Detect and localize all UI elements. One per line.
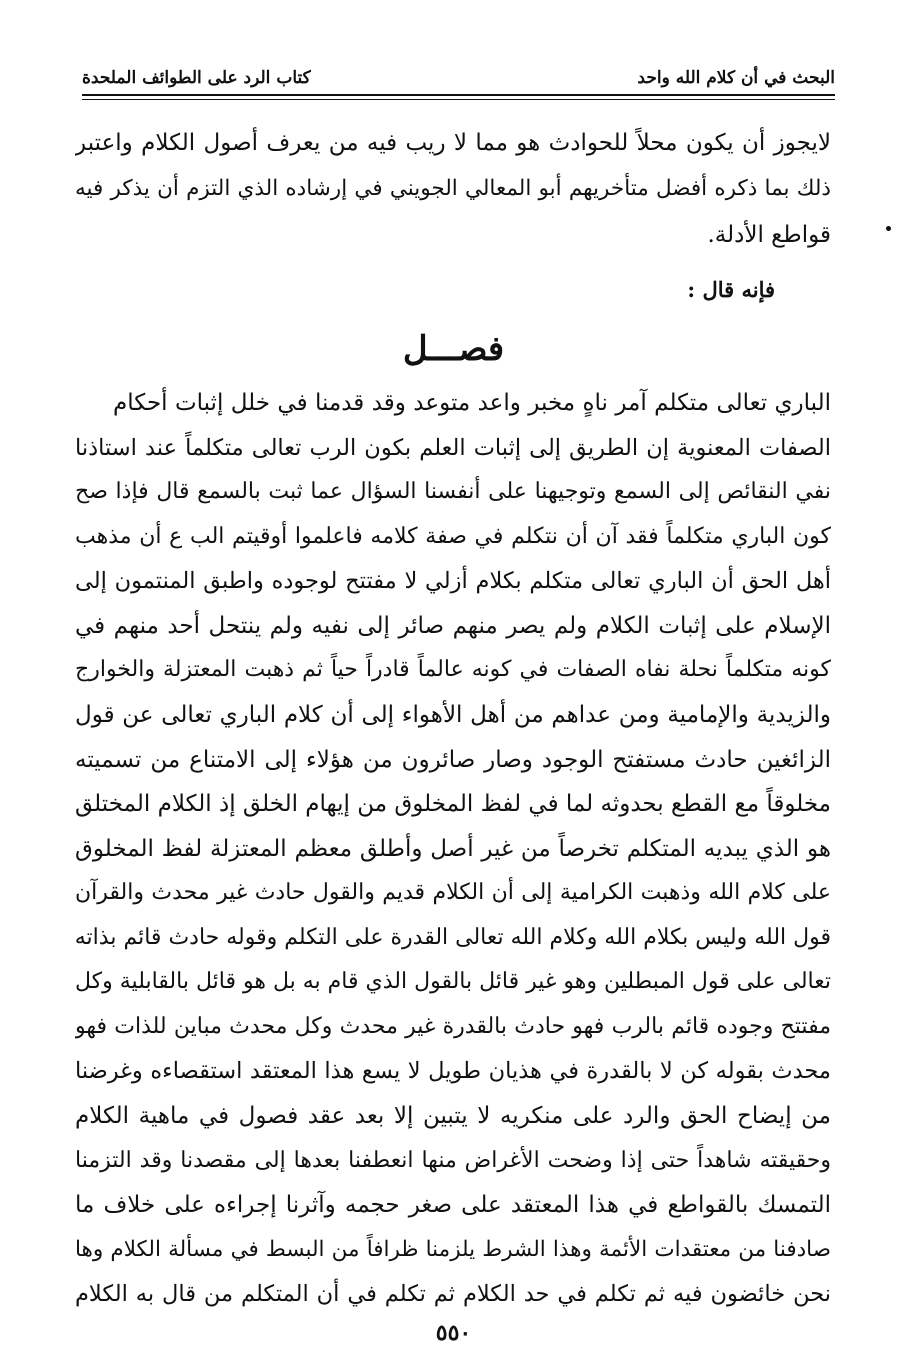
section-heading: فصـــل	[402, 329, 505, 369]
body-line-18: وحقيقته شاهداً حتى إذا وضحت الأغراض منها انعطفنا بعدها إلى مقصدنا وقد التزمنا	[75, 1148, 831, 1173]
body-line-16: محدث بقوله كن لا بالقدرة في هذيان طويل لا يسع هذا المعتقد استقصاءه وغرضنا	[75, 1058, 831, 1084]
body-line-20: صادفنا من معتقدات الأئمة وهذا الشرط يلزمنا ظرافاً من البسط في مسألة الكلام وها	[75, 1237, 831, 1262]
body-line-5: أهل الحق أن الباري تعالى متكلم بكلام أزلي لا مفتتح لوجوده واطبق المنتمون إلى	[75, 568, 831, 594]
body-line-13: قول الله وليس بكلام الله وكلام الله تعالى القدرة على التكلم وقوله حادث قائم بذاته	[75, 925, 831, 950]
body-line-8: والزيدية والإمامية ومن عداهم من أهل الأهواء إلى أن كلام الباري تعالى عن قول	[75, 702, 831, 728]
body-line-9: الزائغين حادث مستفتح الوجود وصار صائرون من هؤلاء إلى الامتناع من تسميته	[75, 747, 831, 773]
body-line-21: نحن خائضون فيه ثم تكلم في حد الكلام ثم تكلم في أن المتكلم من قال به الكلام	[75, 1281, 831, 1307]
body-line-14: تعالى على قول المبطلين وهو غير قائل بالقول الذي قام به بل هو قائل بالقابلية وكل	[75, 969, 831, 994]
body-line-6: الإسلام على إثبات الكلام ولم يصر منهم صائر إلى نفيه ولم ينتحل أحد منهم في	[75, 613, 831, 639]
intro-line-2: ذلك بما ذكره أفضل متأخريهم أبو المعالي الجويني في إرشاده الذي التزم أن يذكر فيه	[75, 176, 831, 201]
body-line-10: مخلوقاً مع القطع بحدوثه لما في لفظ المخلوق من إيهام الخلق إذ الكلام المختلق	[75, 791, 831, 817]
header-rule-thick	[82, 94, 835, 96]
body-line-2: الصفات المعنوية إن الطريق إلى إثبات العلم بكون الرب تعالى متكلماً عند استاذنا	[75, 435, 831, 461]
body-line-11: هو الذي يبديه المتكلم تخرصاً من غير أصل وأطلق معظم المعتزلة لفظ المخلوق	[75, 836, 831, 862]
body-line-15: مفتتح وجوده قائم بالرب فهو حادث بالقدرة غير محدث وكل محدث مباين للذات فهو	[75, 1014, 831, 1039]
body-line-17: من إيضاح الحق والرد على منكريه لا يتبين إلا بعد عقد فصول في ماهية الكلام	[75, 1103, 831, 1129]
intro-line-3: قواطع الأدلة.	[707, 222, 831, 248]
header-section-title: البحث في أن كلام الله واحد	[637, 68, 835, 88]
body-line-1: الباري تعالى متكلم آمر ناهٍ مخبر واعد متوعد وقد قدمنا في خلل إثبات أحكام	[113, 390, 831, 416]
page-number: ٥٥٠	[435, 1320, 472, 1346]
header-book-title: كتاب الرد على الطوائف الملحدة	[82, 68, 311, 88]
quote-label: فإنه قال :	[687, 277, 775, 302]
body-line-4: كون الباري متكلماً فقد آن أن نتكلم في صفة كلامه فاعلموا أوقيتم الب ع أن مذهب	[75, 524, 831, 549]
body-line-3: نفي النقائص إلى السمع وتوجيهنا على أنفسنا السؤال عما ثبت بالسمع قال فإذا صح	[75, 479, 831, 504]
intro-line-1: لايجوز أن يكون محلاً للحوادث هو مما لا ريب فيه من يعرف أصول الكلام واعتبر	[75, 130, 831, 156]
body-line-7: كونه متكلماً نحلة نفاه الصفات في كونه عالماً قادراً حياً ثم ذهبت المعتزلة والخوارج	[75, 657, 831, 682]
running-header	[82, 58, 835, 88]
header-rule-thin	[82, 99, 835, 100]
body-line-19: التمسك بالقواطع في هذا المعتقد على صغر حجمه وآثرنا إجراءه على خلاف ما	[75, 1192, 831, 1218]
body-line-12: على كلام الله وذهبت الكرامية إلى أن الكلام قديم والقول حادث غير محدث والقرآن	[75, 880, 831, 905]
margin-dot	[886, 226, 891, 231]
